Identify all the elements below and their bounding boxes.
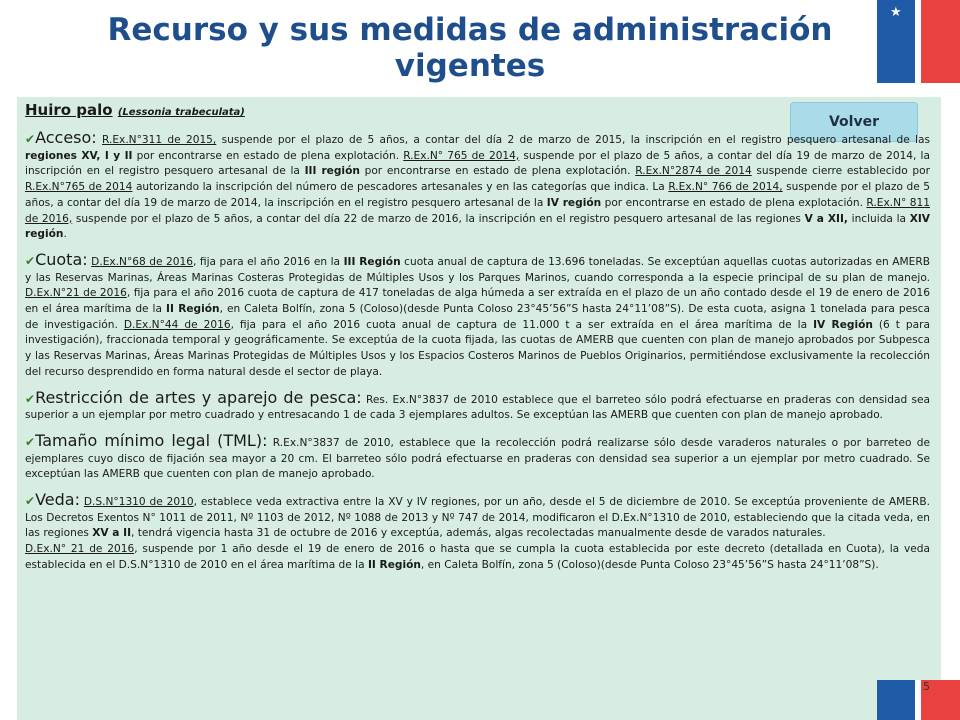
volver-button[interactable]: Volver	[790, 102, 918, 142]
section-tml: ✔Tamaño mínimo legal (TML): R.Ex.N°3837 de 2010, establece que la recolección podrá realizarse sólo desde varaderos naturales o por barreteo de ejemplares cuyo disco de fijación sea mayor a 20 cm. El barreteo sólo podrá efectuarse en praderas con densidad sea superior a un ejemplar por metro cuadrado. Se exceptúan las AMERB que cuenten con plan de manejo aprobado.	[25, 430, 931, 481]
section-acceso: ✔Acceso: R.Ex.N°311 de 2015, suspende por el plazo de 5 años, a contar del día 2 de marzo de 2015, la inscripción en el registro pesquero artesanal de las regiones XV, I y II por encontrarse en estado de plena explotación. R.Ex.N° 765 de 2014, suspende por el plazo de 5 años, a contar del día 19 de marzo de 2014, la inscripción en el registro pesquero artesanal de la III región por encontrarse en estado de plena explotación. R.Ex.N°2874 de 2014 suspende cierre establecido por R.Ex.N°765 de 2014 autorizando la inscripción del número de pescadores artesanales y en las categorías que indica. La R.Ex.N° 766 de 2014, suspende por el plazo de 5 años, a contar del día 19 de marzo de 2014, la inscripción en el registro pesquero artesanal de la IV región por encontrarse en estado de plena explotación. R.Ex.N° 811 de 2016, suspende por el plazo de 5 años, a contar del día 22 de marzo de 2016, la inscripción en el registro pesquero artesanal de las regiones V a XII, incluida la XIV región.	[25, 128, 931, 241]
species-heading	[25, 100, 930, 123]
content-text	[25, 100, 930, 583]
checkmark-icon: ✔	[25, 391, 36, 406]
flag-red-stripe	[921, 0, 960, 83]
ref-link[interactable]: R.Ex.N°311 de 2015,	[102, 134, 217, 146]
chile-flag-top	[877, 0, 960, 83]
section-cuota: ✔Cuota: D.Ex.N°68 de 2016, fija para el año 2016 en la III Región cuota anual de captura de 13.696 toneladas. Se exceptúan aquellas cuotas autorizadas en AMERB y las Reservas Marinas, Áreas Marinas Costeras Protegidas de Múltiples Usos y los Parques Marinos, cuando corresponda a la especie principal de su plan de manejo. D.Ex.N°21 de 2016, fija para el año 2016 cuota de captura de 417 toneladas de alga húmeda a ser extraída en el plazo de un año contado desde el 19 de enero de 2016 en el área marítima de la II Región, en Caleta Bolfín, zona 5 (Coloso)(desde Punta Coloso 23°45’56”S hasta 24°11’08”S). De esta cuota, asigna 1 tonelada para pesca de investigación. D.Ex.N°44 de 2016, fija para el año 2016 cuota anual de captura de 11.000 t a ser extraída en el área marítima de la IV Región (6 t para investigación), fraccionada temporal y geográficamente. Se exceptúa de la cuota fijada, las cuotas de AMERB que cuenten con plan de manejo aprobados por Subpesca y las Reservas Marinas, Áreas Marinas Protegidas de Múltiples Usos y los Espacios Costeros Marinos de Pueblos Originarios, permitiéndose exclusivamente la recolección del recurso desprendido en forma natural desde el sector de playa.	[25, 249, 931, 378]
ref-link[interactable]: R.Ex.N° 811 de 2016,	[25, 196, 930, 225]
ref-link[interactable]: R.Ex.N°2874 de 2014	[635, 165, 752, 178]
checkmark-icon: ✔	[25, 132, 36, 146]
checkmark-icon: ✔	[25, 434, 36, 449]
page-number: 5	[923, 680, 930, 693]
restriccion-lead: Restricción de artes y aparejo de pesca:	[35, 387, 362, 407]
ref-link[interactable]: D.Ex.N°44 de 2016	[123, 318, 231, 331]
cuota-lead: Cuota:	[35, 249, 88, 269]
species-scientific-name: (Lessonia trabeculata)	[117, 107, 245, 118]
ref-link[interactable]: D.Ex.N°68 de 2016	[91, 255, 193, 268]
ref-link[interactable]: R.Ex.N°765 de 2014	[25, 181, 133, 194]
checkmark-icon: ✔	[25, 253, 36, 268]
ref-link[interactable]: D.S.N°1310 de 2010	[83, 496, 194, 509]
acceso-lead: Acceso:	[35, 128, 97, 147]
flag-blue-stripe	[877, 680, 915, 720]
chile-flag-bottom	[877, 680, 960, 720]
ref-link[interactable]: R.Ex.N° 765 de 2014,	[403, 149, 520, 162]
veda-lead: Veda:	[35, 490, 80, 510]
section-restriccion: ✔Restricción de artes y aparejo de pesca: Res. Ex.N°3837 de 2010 establece que el barreteo sólo podrá efectuarse en praderas con densidad sea superior a un ejemplar por metro cuadrado y entresacando 1 de cada 3 ejemplares adultos. Se exceptúan las AMERB que cuenten con plan de manejo aprobado.	[25, 387, 930, 422]
species-name: Huiro palo	[25, 101, 113, 119]
checkmark-icon: ✔	[25, 494, 36, 509]
page-title: Recurso y sus medidas de administración vigentes	[107, 12, 833, 84]
ref-link[interactable]: R.Ex.N° 766 de 2014,	[668, 181, 783, 194]
ref-link[interactable]: D.Ex.N° 21 de 2016	[25, 543, 135, 556]
ref-link[interactable]: D.Ex.N°21 de 2016	[25, 287, 127, 300]
tml-lead: Tamaño mínimo legal (TML):	[35, 430, 268, 450]
section-veda: ✔Veda: D.S.N°1310 de 2010, establece veda extractiva entre la XV y IV regiones, por un año, desde el 5 de diciembre de 2010. Se exceptúa proveniente de AMERB. Los Decretos Exentos N° 1011 de 2011, Nº 1103 de 2012, Nº 1088 de 2013 y Nº 747 de 2014, modificaron el D.Ex.N°1310 de 2010, estableciendo que la citada veda, en las regiones XV a II, tendrá vigencia hasta 31 de octubre de 2016 y exceptúa, además, algas recolectadas manualmente desde de varados naturales. D.Ex.N° 21 de 2016, suspende por 1 año desde el 19 de enero de 2016 o hasta que se cumpla la cuota establecida por este decreto (detallada en Cuota), la veda establecida en el D.S.N°1310 de 2010 en el área marítima de la II Región, en Caleta Bolfín, zona 5 (Coloso)(desde Punta Coloso 23°45’56”S hasta 24°11’08”S).	[25, 490, 930, 571]
star-icon: ★	[890, 5, 902, 20]
